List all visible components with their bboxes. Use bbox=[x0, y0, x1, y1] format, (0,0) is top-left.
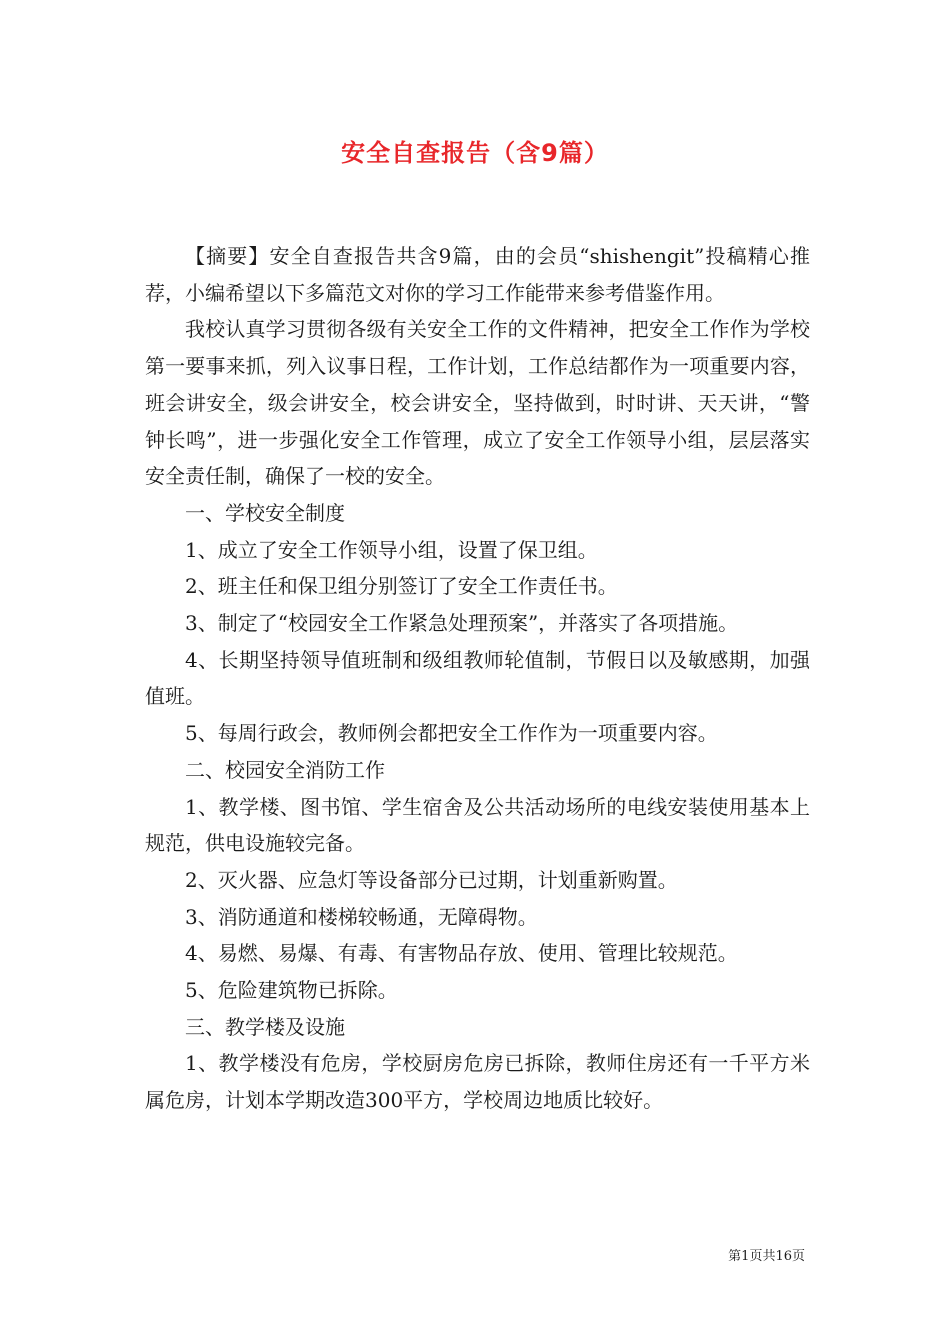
list-item: 4、易燃、易爆、有毒、有害物品存放、使用、管理比较规范。 bbox=[185, 941, 738, 966]
document-title: 安全自查报告（含9篇） bbox=[341, 139, 609, 167]
list-item: 2、班主任和保卫组分别签订了安全工作责任书。 bbox=[185, 574, 618, 599]
list-item: 2、灭火器、应急灯等设备部分已过期，计划重新购置。 bbox=[185, 867, 678, 892]
abstract-paragraph: 【摘要】安全自查报告共含9篇，由的会员“shishengit”投稿精心推荐，小编希望以下多篇范文对你的学习工作能带来参考借鉴作用。 bbox=[145, 244, 810, 305]
section-heading: 二、校园安全消防工作 bbox=[185, 757, 385, 782]
list-item: 1、成立了安全工作领导小组，设置了保卫组。 bbox=[185, 537, 598, 562]
list-item: 3、消防通道和楼梯较畅通，无障碍物。 bbox=[185, 904, 538, 929]
section-heading: 一、学校安全制度 bbox=[185, 500, 345, 525]
intro-paragraph: 我校认真学习贯彻各级有关安全工作的文件精神，把安全工作作为学校第一要事来抓，列入议事日程，工作计划，工作总结都作为一项重要内容，班会讲安全，级会讲安全，校会讲安全，坚持做到，时时讲、天天讲，“警钟长鸣”，进一步强化安全工作管理，成立了安全工作领导小组，层层落实安全责任制，确保了一校的安全。 bbox=[145, 317, 810, 489]
list-item: 1、教学楼没有危房，学校厨房危房已拆除，教师住房还有一千平方米属危房，计划本学期改造300平方，学校周边地质比较好。 bbox=[145, 1051, 810, 1113]
list-item: 3、制定了“校园安全工作紧急处理预案”，并落实了各项措施。 bbox=[185, 611, 739, 636]
list-item: 4、长期坚持领导值班制和级组教师轮值制，节假日以及敏感期，加强值班。 bbox=[145, 647, 810, 709]
list-item: 1、教学楼、图书馆、学生宿舍及公共活动场所的电线安装使用基本上规范，供电设施较完备。 bbox=[145, 794, 810, 856]
page-number: 第1页共16页 bbox=[728, 1249, 805, 1264]
document-body bbox=[145, 238, 810, 1119]
list-item: 5、危险建筑物已拆除。 bbox=[185, 978, 398, 1003]
section-heading: 三、教学楼及设施 bbox=[185, 1014, 345, 1039]
list-item: 5、每周行政会，教师例会都把安全工作作为一项重要内容。 bbox=[185, 721, 718, 746]
